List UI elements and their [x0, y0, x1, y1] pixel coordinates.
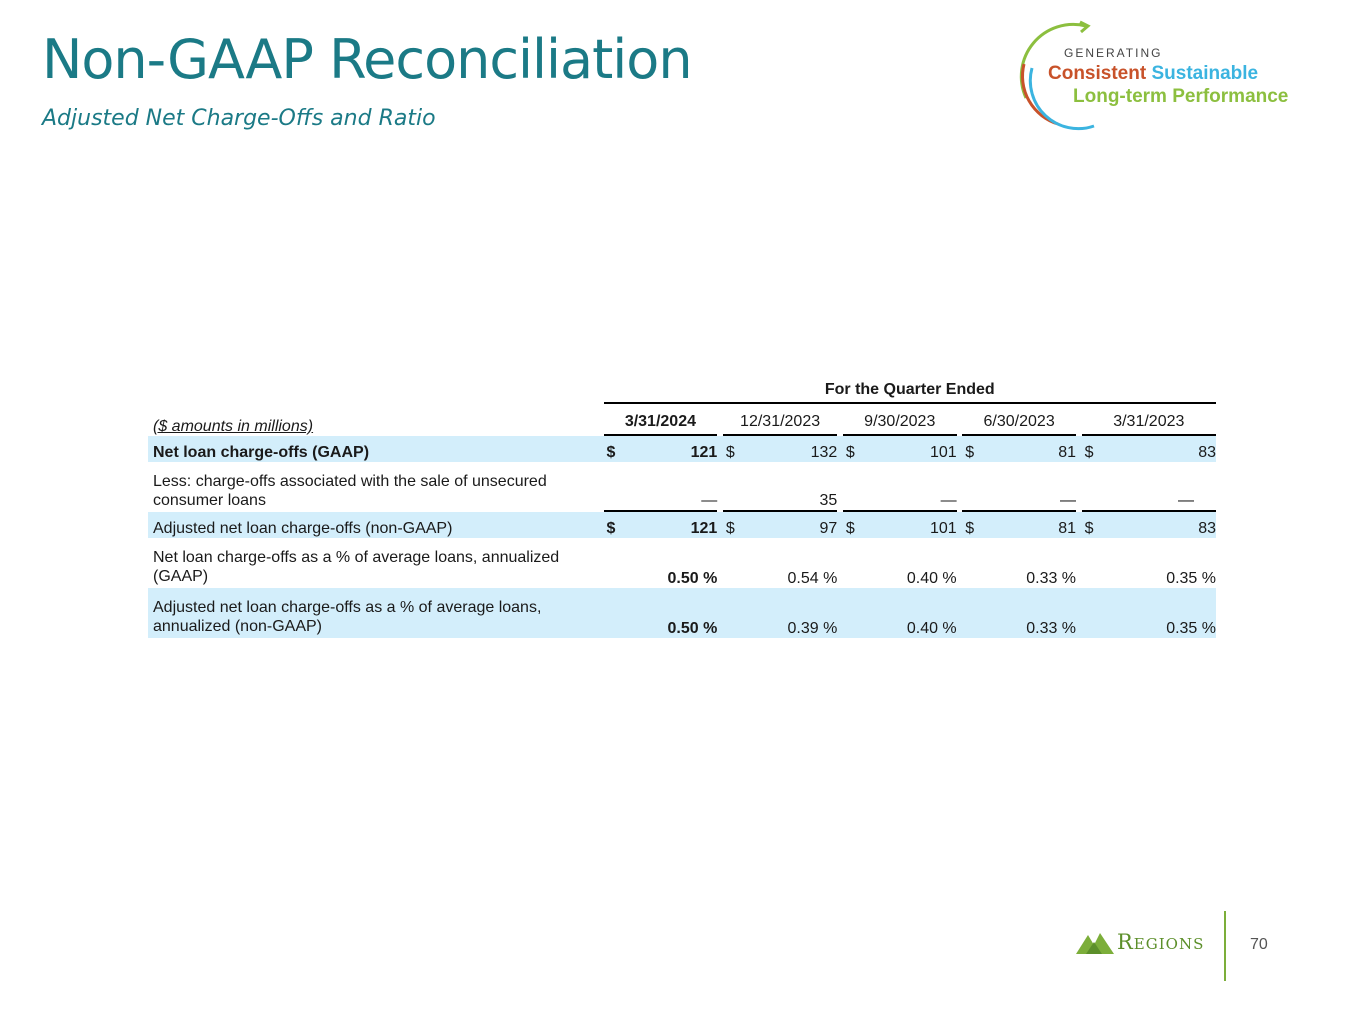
row-value: 101	[858, 512, 957, 538]
row-value: 83	[1096, 436, 1216, 462]
currency-sign: $	[604, 436, 619, 462]
table-row	[148, 588, 1216, 638]
table-row	[148, 436, 1216, 462]
row-value: 0.40 %	[843, 588, 957, 638]
row-value: 0.50 %	[667, 570, 718, 587]
table-row	[148, 538, 1216, 588]
column-header-date: 3/31/2024	[604, 404, 718, 436]
currency-sign: $	[962, 436, 977, 462]
row-label: Adjusted net loan charge-offs (non-GAAP)	[148, 512, 598, 538]
regions-logo-icon	[1076, 929, 1116, 959]
tagline-sustainable: Sustainable	[1151, 63, 1259, 84]
row-value: 35	[738, 462, 838, 512]
row-value: 101	[858, 436, 957, 462]
row-label: Less: charge-offs associated with the sale of unsecured consumer loans	[153, 473, 547, 509]
tagline-line-2	[1048, 63, 1258, 85]
row-label: Adjusted net loan charge-offs as a % of average loans, annualized (non-GAAP)	[148, 588, 598, 638]
currency-sign: $	[604, 512, 619, 538]
row-value: 0.33 %	[962, 588, 1076, 638]
row-value: 97	[738, 512, 838, 538]
currency-sign: $	[843, 512, 858, 538]
tagline-consistent: Consistent	[1048, 63, 1147, 84]
currency-sign: $	[723, 512, 738, 538]
row-label: Net loan charge-offs as a % of average loans, annualized (GAAP)	[153, 549, 560, 585]
row-value: 132	[738, 436, 838, 462]
brand-wordmark: Regions	[1117, 930, 1205, 954]
row-value: 121	[618, 436, 717, 462]
row-value: 81	[977, 512, 1076, 538]
currency-sign: $	[1082, 436, 1097, 462]
row-value: —	[977, 462, 1076, 512]
tagline-graphic	[1018, 20, 1338, 132]
tagline-performance: Long-term Performance	[1073, 86, 1289, 107]
row-value: 0.50 %	[604, 588, 718, 638]
row-value: 121	[618, 512, 717, 538]
column-header-date: 12/31/2023	[723, 404, 837, 436]
column-header-date: 6/30/2023	[962, 404, 1076, 436]
row-value: 81	[977, 436, 1076, 462]
currency-sign: $	[1082, 512, 1097, 538]
footer-divider	[1224, 911, 1226, 981]
row-value: 0.39 %	[723, 588, 837, 638]
row-label: Net loan charge-offs (GAAP)	[148, 436, 598, 462]
row-value: 0.40 %	[906, 570, 957, 587]
table-group-header-row	[148, 373, 1216, 404]
table-row	[148, 512, 1216, 538]
column-header-date: 9/30/2023	[843, 404, 957, 436]
row-value: 0.35 %	[1082, 588, 1216, 638]
units-label: ($ amounts in millions)	[153, 418, 314, 435]
table-date-row	[148, 404, 1216, 436]
currency-sign: $	[723, 436, 738, 462]
currency-sign: $	[962, 512, 977, 538]
row-value: 83	[1096, 512, 1216, 538]
tagline-generating: GENERATING	[1064, 46, 1163, 60]
column-header-date: 3/31/2023	[1082, 404, 1216, 436]
row-value: —	[618, 462, 717, 512]
row-value: 0.33 %	[1026, 570, 1077, 587]
currency-sign: $	[843, 436, 858, 462]
page-number: 70	[1250, 936, 1268, 953]
page-title: Non-GAAP Reconciliation	[42, 28, 692, 91]
group-header: For the Quarter Ended	[604, 373, 1216, 404]
page-subtitle: Adjusted Net Charge-Offs and Ratio	[42, 106, 436, 131]
row-value: —	[858, 462, 957, 512]
row-value: 0.35 %	[1166, 570, 1216, 587]
table-row	[148, 462, 1216, 512]
row-value: 0.54 %	[787, 570, 838, 587]
reconciliation-table	[148, 373, 1216, 638]
row-value: —	[1096, 462, 1216, 512]
